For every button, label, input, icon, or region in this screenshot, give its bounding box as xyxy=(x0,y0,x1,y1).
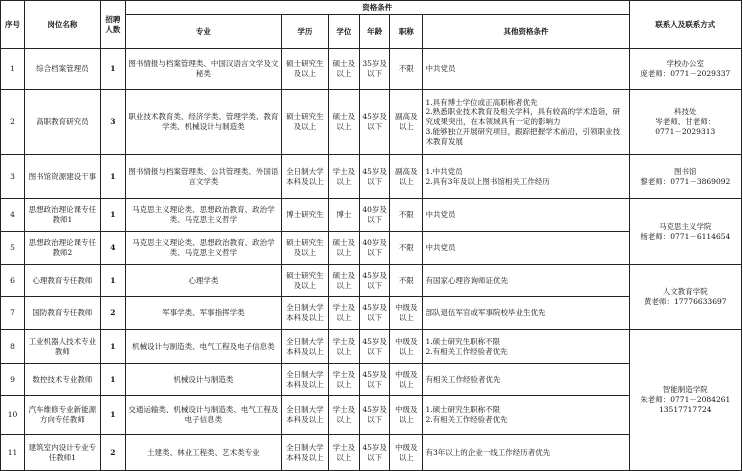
row-major: 马克思主义理论类、思想政治教育、政治学类、马克思主义哲学 xyxy=(125,199,281,232)
row-degree: 学士及以上 xyxy=(328,364,359,396)
row-contact: 科技处 岑老师、甘老师： 0771－2029313 xyxy=(629,90,741,155)
row-major: 图书情报与档案管理类、中国汉语言文学及文秘类 xyxy=(125,49,281,90)
row-other: 中共党员 xyxy=(423,232,629,265)
row-title: 中级及以上 xyxy=(390,435,423,471)
row-major: 交通运输类、机械设计与制造类、电气工程及电子信息类 xyxy=(125,396,281,435)
row-age: 45岁及以下 xyxy=(360,155,390,199)
row-title: 不限 xyxy=(390,199,423,232)
row-education: 硕士研究生及以上 xyxy=(281,265,328,297)
row-position: 工业机器人技术专业教师 xyxy=(24,330,100,364)
row-degree: 学士及以上 xyxy=(328,330,359,364)
row-major: 机械设计与制造类 xyxy=(125,364,281,396)
row-title: 副高及以上 xyxy=(390,155,423,199)
row-age: 45岁及以下 xyxy=(360,265,390,297)
row-age: 45岁及以下 xyxy=(360,90,390,155)
row-contact: 图书馆 黎老师：0771－3869092 xyxy=(629,155,741,199)
row-seq: 8 xyxy=(1,330,25,364)
row-age: 45岁及以下 xyxy=(360,435,390,471)
row-other: 部队退伍军官或军事院校毕业生优先 xyxy=(423,297,629,330)
contact-marx-school: 马克思主义学院 杨老师：0771－6114654 xyxy=(629,199,741,265)
header-other: 其他资格条件 xyxy=(423,15,629,49)
row-title: 不限 xyxy=(390,265,423,297)
row-education: 全日制大学本科及以上 xyxy=(281,330,328,364)
row-major: 心理学类 xyxy=(125,265,281,297)
table-row xyxy=(1,199,742,232)
row-education: 全日制大学本科及以上 xyxy=(281,297,328,330)
row-contact: 学校办公室 庞老师：0771－2029337 xyxy=(629,49,741,90)
header-age: 年龄 xyxy=(360,15,390,49)
row-position: 图书馆资源建设干事 xyxy=(24,155,100,199)
row-age: 45岁及以下 xyxy=(360,364,390,396)
row-other: 有3年以上的企业一线工作经历者优先 xyxy=(423,435,629,471)
row-education: 硕士研究生及以上 xyxy=(281,232,328,265)
row-count: 1 xyxy=(100,396,125,435)
row-seq: 3 xyxy=(1,155,25,199)
row-age: 40岁及以下 xyxy=(360,199,390,232)
row-degree: 硕士及以上 xyxy=(328,232,359,265)
row-title: 不限 xyxy=(390,232,423,265)
row-major: 职业技术教育类、经济学类、管理学类、教育学类、机械设计与制造类 xyxy=(125,90,281,155)
table-row xyxy=(1,265,742,297)
table-row xyxy=(1,49,742,90)
row-other: 有相关工作经验者优先 xyxy=(423,364,629,396)
row-age: 45岁及以下 xyxy=(360,297,390,330)
row-major: 图书情报与档案管理类、公共管理类、外国语言文学类 xyxy=(125,155,281,199)
row-seq: 10 xyxy=(1,396,25,435)
row-education: 博士研究生 xyxy=(281,199,328,232)
row-education: 硕士研究生及以上 xyxy=(281,90,328,155)
row-seq: 7 xyxy=(1,297,25,330)
row-seq: 2 xyxy=(1,90,25,155)
row-education: 全日制大学本科及以上 xyxy=(281,435,328,471)
table-row xyxy=(1,90,742,155)
contact-manufacturing-school: 智能制造学院 朱老师：0771－2084261 13517717724 xyxy=(629,330,741,471)
header-seq: 序号 xyxy=(1,1,25,49)
row-count: 2 xyxy=(100,435,125,471)
row-other: 有国家心理咨询师证优先 xyxy=(423,265,629,297)
row-other: 1.具有博士学位或正高职称者优先 2.熟悉职业技术教育及相关学科，具有较高的学术造诣，研究成果突出，在本领域具有一定的影响力 3.能够独立开展研究项目，跟踪把握学术前沿，引领职业技术教育发展 xyxy=(423,90,629,155)
row-count: 1 xyxy=(100,330,125,364)
row-count: 2 xyxy=(100,297,125,330)
row-count: 1 xyxy=(100,364,125,396)
row-seq: 11 xyxy=(1,435,25,471)
row-title: 中级及以上 xyxy=(390,297,423,330)
row-count: 3 xyxy=(100,90,125,155)
row-major: 土建类、林业工程类、艺术类专业 xyxy=(125,435,281,471)
row-title: 中级及以上 xyxy=(390,364,423,396)
row-title: 不限 xyxy=(390,49,423,90)
row-title: 中级及以上 xyxy=(390,330,423,364)
row-other: 1.硕士研究生职称不限 2.有相关工作经验者优先 xyxy=(423,330,629,364)
row-count: 4 xyxy=(100,232,125,265)
header-qualification-group: 资格条件 xyxy=(125,1,629,15)
row-education: 全日制大学本科及以上 xyxy=(281,364,328,396)
row-other: 1.中共党员 2.具有3年及以上图书馆相关工作经历 xyxy=(423,155,629,199)
row-count: 1 xyxy=(100,199,125,232)
row-seq: 1 xyxy=(1,49,25,90)
row-age: 35岁及以下 xyxy=(360,49,390,90)
table-row xyxy=(1,330,742,364)
row-position: 思想政治理论课专任教师1 xyxy=(24,199,100,232)
row-major: 军事学类、军事指挥学类 xyxy=(125,297,281,330)
header-title: 职称 xyxy=(390,15,423,49)
table-row xyxy=(1,155,742,199)
row-education: 全日制大学本科及以上 xyxy=(281,396,328,435)
row-degree: 学士及以上 xyxy=(328,297,359,330)
row-other: 1.硕士研究生职称不限 2.有相关工作经验者优先 xyxy=(423,396,629,435)
row-degree: 学士及以上 xyxy=(328,435,359,471)
row-other: 中共党员 xyxy=(423,199,629,232)
row-education: 全日制大学本科及以上 xyxy=(281,155,328,199)
row-degree: 硕士及以上 xyxy=(328,90,359,155)
row-position: 汽车维修专业新能源方向专任教师 xyxy=(24,396,100,435)
row-position: 心理教育专任教师 xyxy=(24,265,100,297)
row-degree: 硕士及以上 xyxy=(328,49,359,90)
header-education: 学历 xyxy=(281,15,328,49)
row-degree: 学士及以上 xyxy=(328,396,359,435)
row-degree: 学士及以上 xyxy=(328,155,359,199)
row-age: 45岁及以下 xyxy=(360,330,390,364)
header-position: 岗位名称 xyxy=(24,1,100,49)
row-position: 建筑室内设计专业专任教师1 xyxy=(24,435,100,471)
row-degree: 硕士及以上 xyxy=(328,265,359,297)
header-degree: 学位 xyxy=(328,15,359,49)
row-count: 1 xyxy=(100,49,125,90)
row-other: 中共党员 xyxy=(423,49,629,90)
row-seq: 9 xyxy=(1,364,25,396)
header-count: 招聘 人数 xyxy=(100,1,125,49)
header-major: 专业 xyxy=(125,15,281,49)
row-count: 1 xyxy=(100,155,125,199)
row-degree: 博士 xyxy=(328,199,359,232)
row-age: 40岁及以下 xyxy=(360,232,390,265)
row-seq: 4 xyxy=(1,199,25,232)
row-position: 高职教育研究员 xyxy=(24,90,100,155)
row-seq: 6 xyxy=(1,265,25,297)
row-education: 硕士研究生及以上 xyxy=(281,49,328,90)
row-position: 数控技术专业教师 xyxy=(24,364,100,396)
row-position: 思想政治理论课专任教师2 xyxy=(24,232,100,265)
row-title: 中级及以上 xyxy=(390,396,423,435)
contact-humanities-school: 人文教育学院 黄老师：17776633697 xyxy=(629,265,741,330)
row-count: 1 xyxy=(100,265,125,297)
row-title: 副高及以上 xyxy=(390,90,423,155)
row-major: 机械设计与制造类、电气工程及电子信息类 xyxy=(125,330,281,364)
row-position: 国防教育专任教师 xyxy=(24,297,100,330)
header-contact: 联系人及联系方式 xyxy=(629,1,741,49)
row-major: 马克思主义理论类、思想政治教育、政治学类、马克思主义哲学 xyxy=(125,232,281,265)
row-seq: 5 xyxy=(1,232,25,265)
row-age: 45岁及以下 xyxy=(360,396,390,435)
row-position: 综合档案管理员 xyxy=(24,49,100,90)
